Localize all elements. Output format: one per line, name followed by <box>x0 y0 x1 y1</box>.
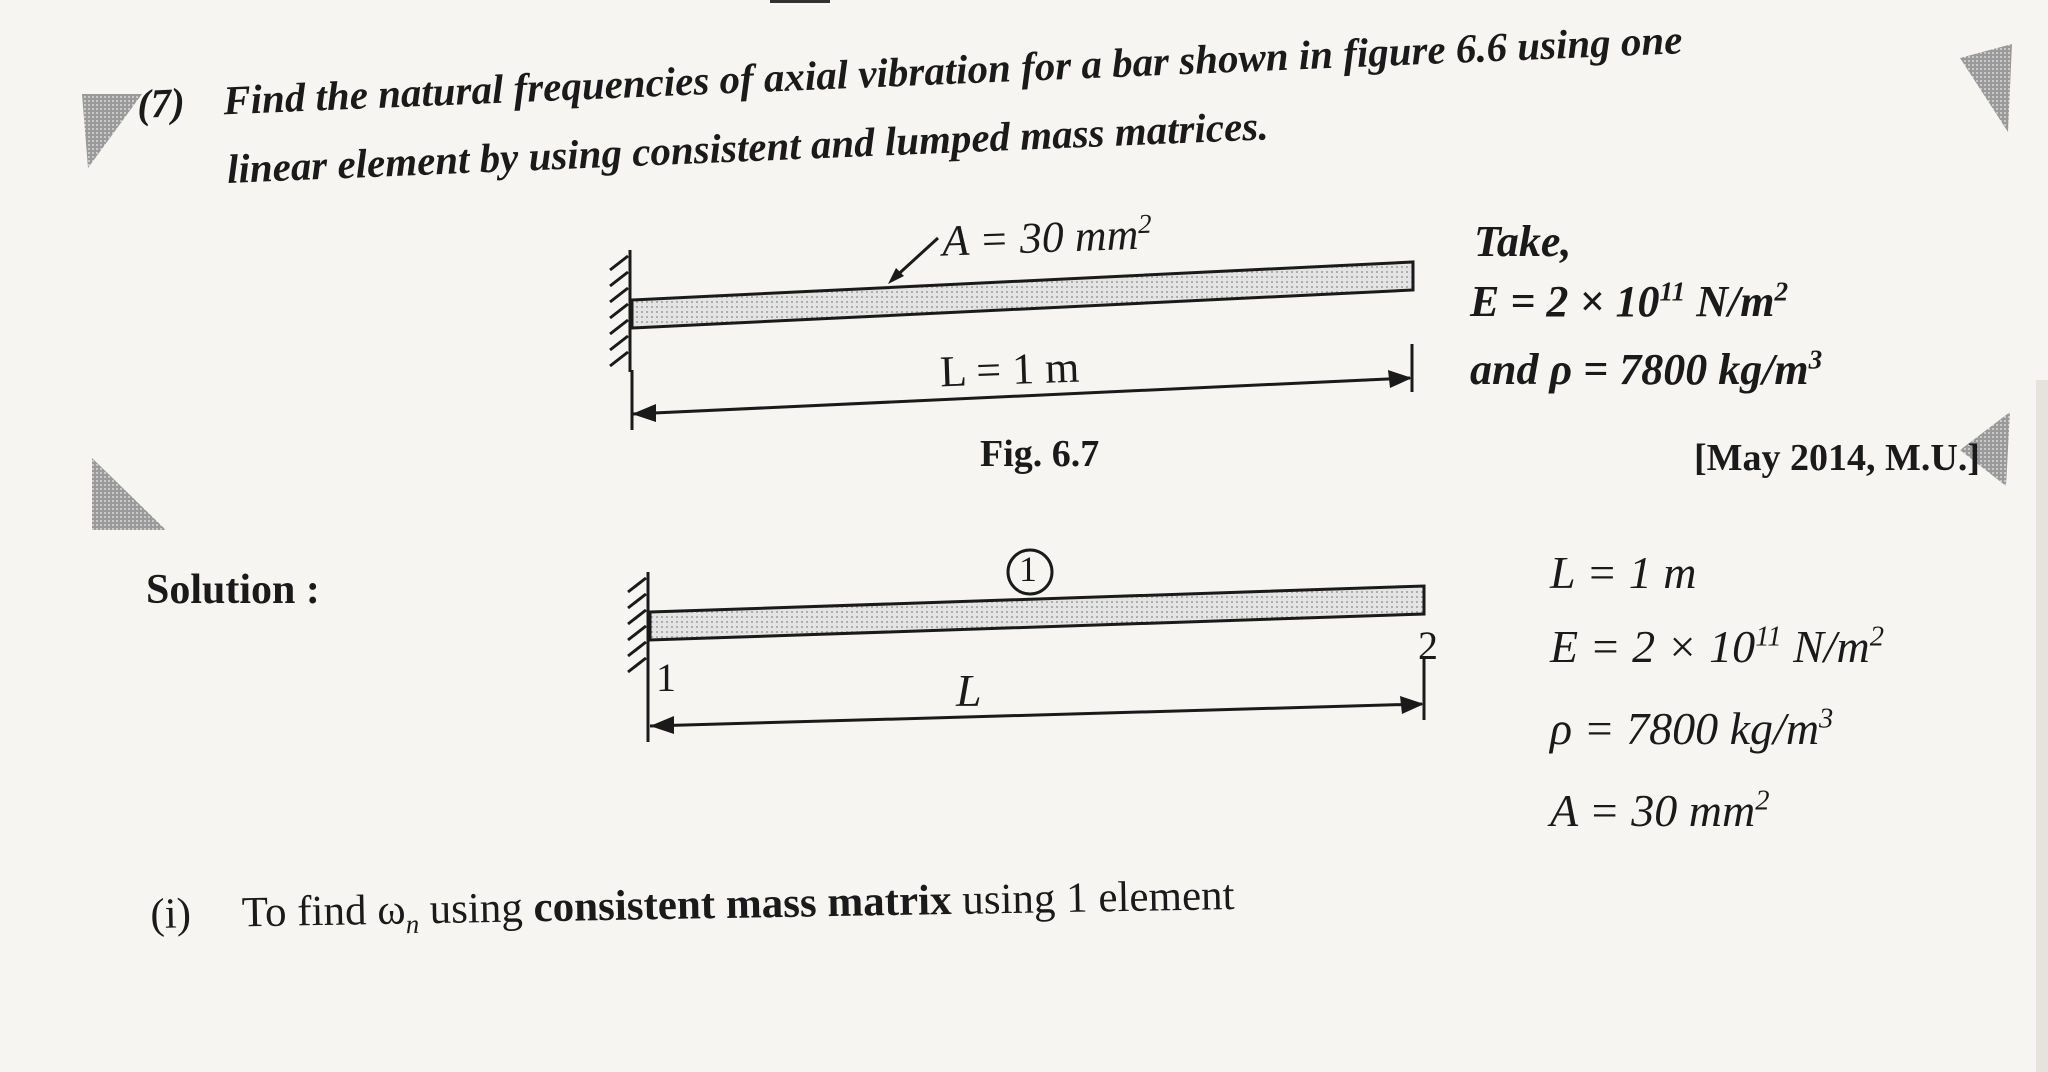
step-i-heading: (i) To find $\omega_n$ using consistent mass matrix using 1 element <box>150 872 1235 940</box>
problem-statement-line-2: linear element by using consistent and lumped mass matrices. <box>226 102 1270 192</box>
problem-text-1: Find the natural frequencies of axial vibration for a bar shown in figure 6.6 using one <box>222 16 1684 124</box>
given-modulus: $E = 2 \times 10^{11}$ $N/m^2$ <box>1550 621 1885 672</box>
given-length: L = 1 m <box>1550 547 1697 598</box>
area-label: A = 30 $mm^2$ <box>941 208 1153 266</box>
take-modulus: $E = 2 \times 10^{11}$ $N/m^2$ <box>1470 276 1789 326</box>
solution-dimension-arrow-left <box>650 716 674 734</box>
node-2-label: 2 <box>1418 623 1438 668</box>
solution-fixed-support-hatch <box>628 572 648 742</box>
source-reference: [May 2014, M.U.] <box>1694 437 1980 479</box>
node-1-label: 1 <box>656 655 676 700</box>
given-density: ρ = 7800 $kg/m^3$ <box>1550 703 1834 754</box>
solution-length-dimension-line <box>650 704 1422 726</box>
figure-caption: Fig. 6.7 <box>980 433 1100 475</box>
solution-label: Solution : <box>146 567 320 613</box>
problem-number: (7) <box>136 78 186 127</box>
given-area: A = 30 $mm^2$ <box>1550 785 1770 836</box>
element-length-label: L <box>956 665 982 716</box>
solution-dimension-arrow-right <box>1400 696 1424 714</box>
take-density: and ρ = 7800 $kg/m^3$ <box>1470 344 1823 394</box>
length-label: L = 1 m <box>939 342 1081 397</box>
take-heading: Take, <box>1474 217 1572 266</box>
step-number: (i) <box>150 890 192 938</box>
element-number: 1 <box>1019 549 1037 589</box>
